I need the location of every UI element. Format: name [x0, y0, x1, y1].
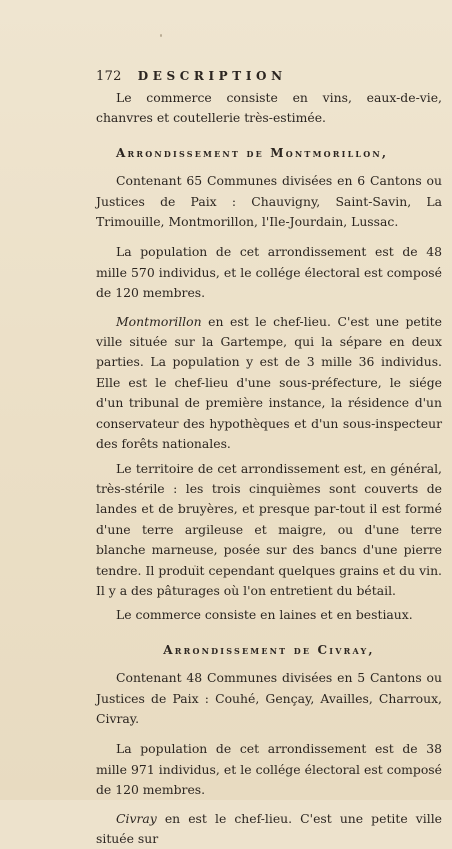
montmorillon-description-text: en est le chef-lieu. C'est une petite ville située sur la Gartempe, qui la sépare en deux parties. La population y est de 3 mille 36 individus. Elle est le chef-lieu d'une sous-préfecture, le siége d'un tribunal de première instance, la résidence d'un conservateur des hypothèques et d'un sous-inspecteur des forêts nationales.: [96, 313, 442, 452]
civray-description-text: en est le chef-lieu. C'est une petite ville située sur: [96, 810, 442, 846]
page-header: [96, 66, 442, 88]
page-number: 172: [96, 69, 122, 84]
paragraph-montmorillon-description: [96, 312, 442, 455]
paragraph-contenant-montmorillon: Contenant 65 Communes divisées en 6 Cantons ou Justices de Paix : Chauvigny, Saint-Savin, La Trimouille, Montmorillon, l'Ile-Jourdain, Lussac.: [96, 173, 442, 230]
paragraph-population-montmorillon: La population de cet arrondissement est de 48 mille 570 individus, et le collége électoral est composé de 120 membres.: [96, 244, 442, 301]
place-name-montmorillon: Montmorillon: [116, 313, 202, 329]
section-heading-montmorillon: Arrondissement de Montmorillon,: [116, 145, 389, 160]
paragraph-territoire: Le territoire de cet arrondissement est, en général, très-stérile : les trois cinquièmes sont couverts de landes et de bruyères, et presque par-tout il est formé d'une terre argileuse et maigre, ou d'une terre blanche marneuse, posée sur des bancs d'une pierre tendre. Il produit cependant quelques grains et du vin. Il y a des pâturages où l'on entretient du bétail.: [96, 460, 442, 598]
place-name-civray: Civray: [116, 810, 157, 826]
paragraph-population-civray: La population de cet arrondissement est de 38 mille 971 individus, et le collége électoral est composé de 120 membres.: [96, 741, 442, 798]
paragraph-civray-description: [96, 809, 442, 849]
paragraph-contenant-civray: Contenant 48 Communes divisées en 5 Cantons ou Justices de Paix : Couhé, Gençay, Availles, Charroux, Civray.: [96, 670, 442, 726]
running-head: DESCRIPTION: [137, 69, 287, 83]
paragraph-commerce-wine: Le commerce consiste en vins, eaux-de-vie, chanvres et coutellerie très-estimée.: [96, 90, 442, 126]
page-text: [96, 66, 442, 849]
section-heading-civray: Arrondissement de Civray,: [163, 642, 375, 657]
paragraph-commerce-wool: Le commerce consiste en laines et en bestiaux.: [116, 607, 413, 623]
ink-speck: [160, 34, 162, 37]
